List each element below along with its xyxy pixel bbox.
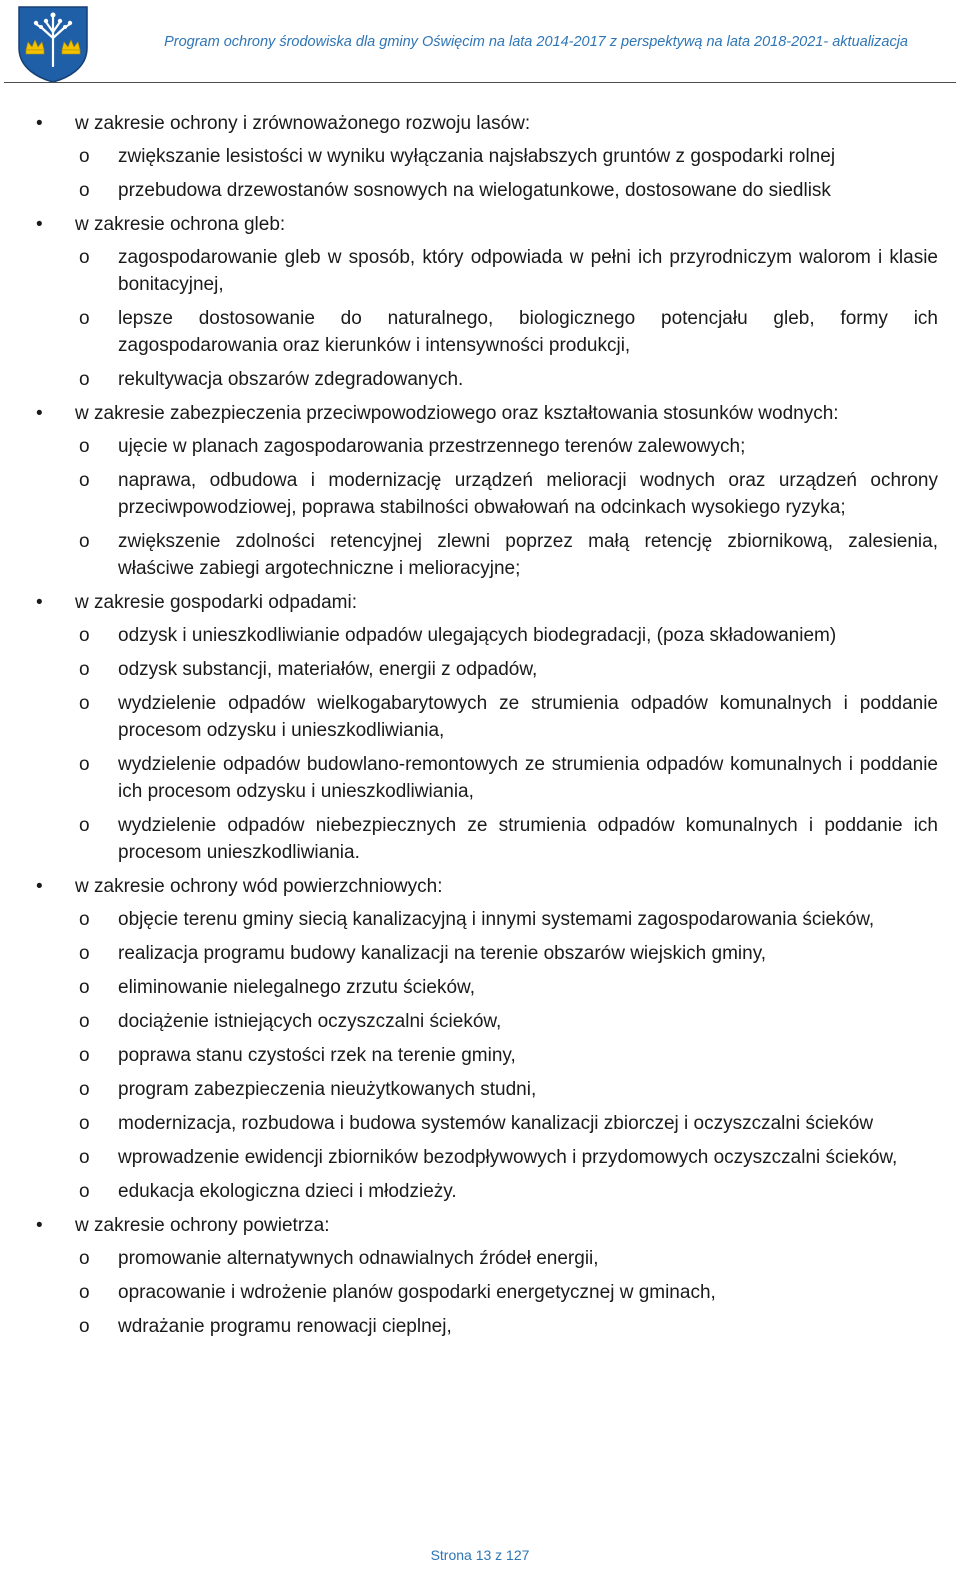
sub-bullet-marker: o [79, 1147, 90, 1168]
bullet-marker: • [36, 592, 43, 613]
section-heading [0, 211, 960, 238]
list-item-text: opracowanie i wdrożenie planów gospodarki energetycznej w gminach, [118, 1282, 716, 1303]
list-item-text: wdrażanie programu renowacji cieplnej, [118, 1316, 452, 1337]
section-title: w zakresie ochrony wód powierzchniowych: [75, 876, 443, 897]
section-title: w zakresie ochrony powietrza: [75, 1215, 330, 1236]
list-item [0, 690, 960, 744]
sub-bullet-marker: o [79, 1248, 90, 1269]
sub-bullet-marker: o [79, 531, 90, 552]
list-item [0, 1245, 960, 1272]
bullet-marker: • [36, 876, 43, 897]
list-item [0, 1144, 960, 1171]
section-title: w zakresie gospodarki odpadami: [75, 592, 357, 613]
section-title: w zakresie ochrony i zrównoważonego rozwoju lasów: [75, 113, 531, 134]
list-item-text: eliminowanie nielegalnego zrzutu ścieków, [118, 977, 475, 998]
bullet-marker: • [36, 214, 43, 235]
sub-bullet-marker: o [79, 1045, 90, 1066]
list-item [0, 751, 960, 805]
sub-bullet-marker: o [79, 1282, 90, 1303]
list-item [0, 622, 960, 649]
header-divider [4, 82, 956, 83]
sub-bullet-marker: o [79, 1011, 90, 1032]
bullet-marker: • [36, 403, 43, 424]
sub-bullet-marker: o [79, 943, 90, 964]
list-item-text: promowanie alternatywnych odnawialnych źródeł energii, [118, 1248, 599, 1269]
sub-bullet-marker: o [79, 436, 90, 457]
sub-bullet-marker: o [79, 146, 90, 167]
list-item [0, 940, 960, 967]
list-item-text: ujęcie w planach zagospodarowania przestrzennego terenów zalewowych; [118, 436, 746, 457]
sub-bullet-marker: o [79, 909, 90, 930]
list-item-text: wydzielenie odpadów wielkogabarytowych ze strumienia odpadów komunalnych i poddanie procesom odzysku i unieszkodliwiania, [118, 693, 938, 741]
sub-bullet-marker: o [79, 369, 90, 390]
list-item-text: zwiększenie zdolności retencyjnej zlewni poprzez małą retencję zbiornikową, zalesienia, właściwe zabiegi argotechniczne i melioracyjne; [118, 531, 938, 579]
sub-bullet-marker: o [79, 1316, 90, 1337]
list-item-text: zagospodarowanie gleb w sposób, który odpowiada w pełni ich przyrodniczym walorom i klasie bonitacyjnej, [118, 247, 938, 295]
list-item [0, 974, 960, 1001]
list-item-text: przebudowa drzewostanów sosnowych na wielogatunkowe, dostosowane do siedlisk [118, 180, 831, 201]
list-item [0, 528, 960, 582]
list-item [0, 244, 960, 298]
sub-bullet-marker: o [79, 625, 90, 646]
page-header [0, 0, 960, 86]
list-item [0, 143, 960, 170]
list-item-text: wprowadzenie ewidencji zbiorników bezodpływowych i przydomowych oczyszczalni ścieków, [118, 1147, 898, 1168]
list-item-text: wydzielenie odpadów budowlano-remontowych ze strumienia odpadów komunalnych i poddanie ich procesom odzysku i unieszkodliwiania, [118, 754, 938, 802]
list-item-text: objęcie terenu gminy siecią kanalizacyjną i innymi systemami zagospodarowania ścieków, [118, 909, 875, 930]
page-number: Strona 13 z 127 [430, 1547, 530, 1563]
sub-bullet-marker: o [79, 659, 90, 680]
list-item-text: realizacja programu budowy kanalizacji na terenie obszarów wiejskich gminy, [118, 943, 767, 964]
list-item [0, 812, 960, 866]
list-item-text: edukacja ekologiczna dzieci i młodzieży. [118, 1181, 457, 1202]
sub-bullet-marker: o [79, 308, 90, 329]
list-item [0, 366, 960, 393]
list-item [0, 305, 960, 359]
document-body [0, 110, 960, 1347]
list-item [0, 467, 960, 521]
section-title: w zakresie zabezpieczenia przeciwpowodziowego oraz kształtowania stosunków wodnych: [75, 403, 839, 424]
document-title: Program ochrony środowiska dla gminy Oświęcim na lata 2014-2017 z perspektywą na lata 2018-2021- aktualizacja [164, 34, 908, 50]
section-heading [0, 1212, 960, 1239]
list-item-text: modernizacja, rozbudowa i budowa systemów kanalizacji zbiorczej i oczyszczalni ścieków [118, 1113, 874, 1134]
list-item [0, 1313, 960, 1340]
sub-bullet-marker: o [79, 1113, 90, 1134]
list-item-text: naprawa, odbudowa i modernizację urządzeń melioracji wodnych oraz urządzeń ochrony przeciwpowodziowej, poprawa stabilności obwałowań na odcinkach wysokiego ryzyka; [118, 470, 938, 518]
list-item [0, 906, 960, 933]
bullet-marker: • [36, 1215, 43, 1236]
sub-bullet-marker: o [79, 815, 90, 836]
list-item [0, 1076, 960, 1103]
sub-bullet-marker: o [79, 470, 90, 491]
list-item-text: poprawa stanu czystości rzek na terenie gminy, [118, 1045, 516, 1066]
list-item-text: odzysk substancji, materiałów, energii z odpadów, [118, 659, 538, 680]
list-item-text: program zabezpieczenia nieużytkowanych studni, [118, 1079, 537, 1100]
list-item [0, 1008, 960, 1035]
section-heading [0, 110, 960, 137]
section-heading [0, 400, 960, 427]
section-heading [0, 589, 960, 616]
list-item-text: wydzielenie odpadów niebezpiecznych ze strumienia odpadów komunalnych i poddanie ich procesom unieszkodliwiania. [118, 815, 938, 863]
list-item [0, 1042, 960, 1069]
list-item-text: rekultywacja obszarów zdegradowanych. [118, 369, 464, 390]
list-item [0, 177, 960, 204]
sub-bullet-marker: o [79, 754, 90, 775]
sub-bullet-marker: o [79, 977, 90, 998]
section-title: w zakresie ochrona gleb: [75, 214, 286, 235]
list-item-text: lepsze dostosowanie do naturalnego, biologicznego potencjału gleb, formy ich zagospodarowania oraz kierunków i intensywności produkcji, [118, 308, 938, 356]
sub-bullet-marker: o [79, 180, 90, 201]
list-item-text: odzysk i unieszkodliwianie odpadów ulegających biodegradacji, (poza składowaniem) [118, 625, 837, 646]
sub-bullet-marker: o [79, 1181, 90, 1202]
list-item-text: zwiększanie lesistości w wyniku wyłączania najsłabszych gruntów z gospodarki rolnej [118, 146, 836, 167]
coat-of-arms-logo [16, 4, 90, 84]
sub-bullet-marker: o [79, 693, 90, 714]
bullet-marker: • [36, 113, 43, 134]
sub-bullet-marker: o [79, 247, 90, 268]
list-item-text: dociążenie istniejących oczyszczalni ścieków, [118, 1011, 502, 1032]
list-item [0, 656, 960, 683]
list-item [0, 433, 960, 460]
list-item [0, 1178, 960, 1205]
sub-bullet-marker: o [79, 1079, 90, 1100]
section-heading [0, 873, 960, 900]
list-item [0, 1110, 960, 1137]
list-item [0, 1279, 960, 1306]
